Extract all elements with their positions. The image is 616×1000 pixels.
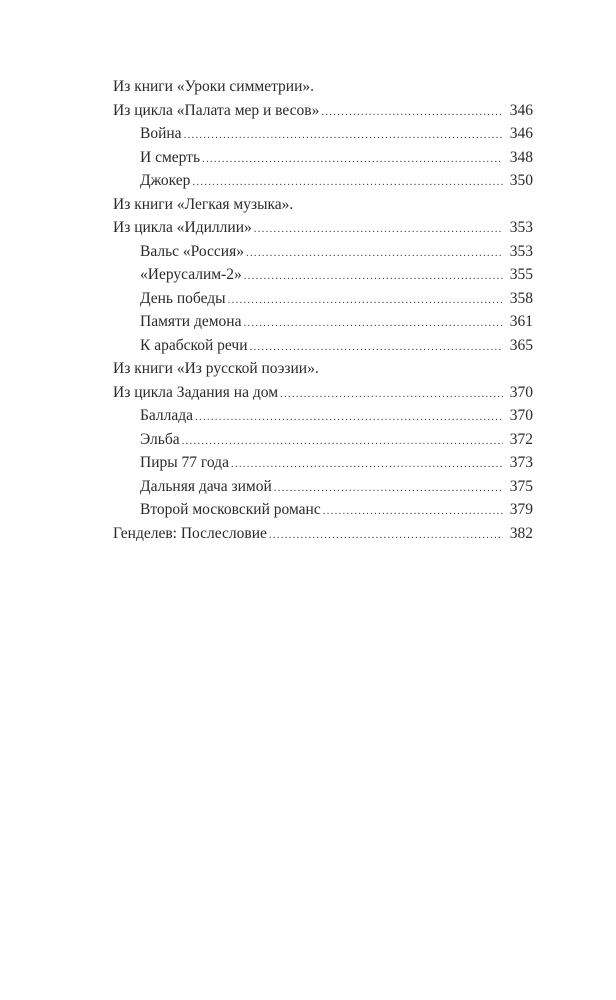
toc-entry-page-number: 355: [509, 266, 533, 283]
toc-entry: [113, 475, 533, 499]
toc-entry: [113, 122, 533, 146]
dot-leader: [280, 383, 503, 407]
toc-entry: [113, 263, 533, 287]
dot-leader: [195, 406, 503, 430]
toc-entry-page-number: 346: [509, 125, 533, 142]
dot-leader: [231, 453, 503, 477]
toc-entry: [113, 498, 533, 522]
dot-leader: [184, 124, 503, 148]
toc-entry: [113, 404, 533, 428]
toc-entry-page-number: 375: [509, 477, 533, 495]
toc-entry-title: Дальняя дача зимой: [140, 477, 272, 495]
dot-leader: [192, 171, 503, 195]
dot-leader: [243, 312, 503, 336]
toc-entry: [113, 334, 533, 358]
toc-entry: [113, 287, 533, 311]
toc-entry: [113, 75, 533, 99]
toc-entry-page-number: 370: [509, 407, 533, 424]
toc-entry-title: Эльба: [140, 430, 180, 448]
dot-leader: [323, 500, 503, 524]
toc-entry-page-number: 350: [509, 172, 533, 189]
toc-entry-title: Баллада: [140, 407, 194, 424]
toc-entry: [113, 428, 533, 452]
dot-leader: [228, 289, 503, 313]
toc-entry-title: К арабской речи: [140, 336, 248, 354]
toc-entry-page-number: 370: [509, 383, 533, 401]
dot-leader: [269, 524, 503, 548]
toc-entry-title: Из цикла «Идиллии»: [113, 219, 252, 236]
toc-entry-title: День победы: [140, 289, 226, 307]
toc-entry-page-number: 382: [509, 524, 533, 542]
toc-entry: [113, 240, 533, 264]
toc-entry-title: Пиры 77 года: [140, 454, 229, 471]
toc-entry-page-number: 372: [509, 430, 533, 448]
toc-entry: [113, 522, 533, 546]
dot-leader: [182, 430, 503, 454]
dot-leader: [274, 477, 503, 501]
table-of-contents: [113, 75, 533, 545]
toc-entry: [113, 193, 533, 217]
toc-entry-title: И смерть: [140, 148, 201, 166]
toc-entry-page-number: 353: [509, 219, 533, 236]
toc-entry: [113, 216, 533, 240]
toc-entry: [113, 357, 533, 381]
dot-leader: [244, 265, 503, 289]
toc-entry-title: Война: [140, 125, 182, 142]
dot-leader: [246, 242, 503, 266]
dot-leader: [321, 101, 503, 125]
toc-entry-title: Из книги «Из русской поэзии».: [113, 360, 319, 377]
toc-entry-title: Из цикла Задания на дом: [113, 383, 279, 401]
toc-entry-page-number: 365: [509, 336, 533, 354]
toc-entry-page-number: 361: [509, 313, 533, 330]
toc-entry: [113, 310, 533, 334]
toc-entry: [113, 99, 533, 123]
toc-entry-title: Генделев: Послесловие: [113, 524, 267, 542]
toc-entry-title: Второй московский романс: [140, 501, 321, 518]
toc-entry-page-number: 379: [509, 501, 533, 518]
toc-entry-page-number: 346: [509, 101, 533, 119]
dot-leader: [250, 336, 504, 360]
toc-entry-title: Вальс «Россия»: [140, 242, 244, 260]
dot-leader: [254, 218, 503, 242]
toc-entry-title: Из цикла «Палата мер и весов»: [113, 101, 320, 119]
toc-entry: [113, 146, 533, 170]
toc-entry-page-number: 348: [509, 148, 533, 166]
dot-leader: [202, 148, 503, 172]
toc-entry: [113, 169, 533, 193]
toc-entry-page-number: 373: [509, 454, 533, 471]
toc-entry-title: Из книги «Легкая музыка».: [113, 195, 294, 213]
toc-entry-page-number: 358: [509, 289, 533, 307]
toc-entry: [113, 451, 533, 475]
toc-entry-title: Из книги «Уроки симметрии».: [113, 78, 315, 95]
toc-entry-title: Джокер: [140, 172, 191, 189]
toc-entry-title: «Иерусалим-2»: [140, 266, 242, 283]
toc-entry-title: Памяти демона: [140, 313, 242, 330]
toc-entry-page-number: 353: [509, 242, 533, 260]
toc-entry: [113, 381, 533, 405]
